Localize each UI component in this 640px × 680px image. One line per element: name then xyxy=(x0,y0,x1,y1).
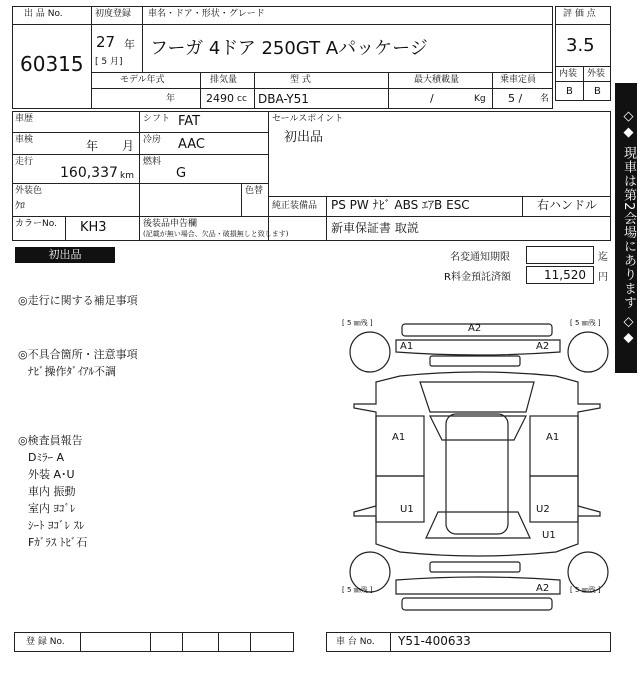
displacement-unit: cc xyxy=(237,94,247,104)
color-no: KH3 xyxy=(80,220,107,235)
genuine-equipment: PS PW ﾅﾋﾞ ABS ｴｱB ESC xyxy=(331,198,470,212)
wheel-front-left-icon xyxy=(350,332,390,372)
sales-point-label: セールスポイント xyxy=(272,114,344,124)
max-load-label: 最大積載量 xyxy=(414,75,460,85)
score-label: 評 価 点 xyxy=(563,9,596,19)
max-load: / xyxy=(430,92,434,105)
car-name-label: 車名・ドア・形状・グレード xyxy=(148,9,265,19)
chassis-label: 車 台 No. xyxy=(336,637,375,647)
venue-banner xyxy=(615,83,637,373)
ac-label: 冷房 xyxy=(143,135,162,145)
displacement-label: 排気量 xyxy=(210,75,238,85)
grille-icon xyxy=(430,356,520,366)
model-type: DBA-Y51 xyxy=(258,92,309,106)
damage-mark: A1 xyxy=(392,432,406,443)
mileage-label: 走行 xyxy=(15,157,34,167)
shift: FAT xyxy=(178,114,201,129)
mileage-unit: km xyxy=(120,171,134,181)
fuel: G xyxy=(176,166,187,181)
body-outline-icon xyxy=(354,372,600,556)
inspection-year: 年 xyxy=(86,139,99,153)
capacity: 5 / xyxy=(508,92,523,105)
recycle-value: 11,520 xyxy=(544,268,586,282)
history-label: 車歴 xyxy=(15,114,34,124)
first-listing-badge xyxy=(15,247,115,263)
model-year-unit: 年 xyxy=(166,94,176,104)
reg-no-label: 登 録 No. xyxy=(26,637,65,647)
displacement: 2490 xyxy=(206,92,234,105)
sales-point: 初出品 xyxy=(284,130,324,145)
inspector-item: Fｶﾞﾗｽ ﾄﾋﾞ石 xyxy=(28,536,88,549)
first-reg-label: 初度登録 xyxy=(95,9,132,19)
score: 3.5 xyxy=(566,35,595,56)
roof-icon xyxy=(446,414,508,534)
defects-title: ◎不具合箇所・注意事項 xyxy=(18,348,138,361)
exterior-grade: B xyxy=(594,86,601,97)
car-name: フーガ 4ドア 250GT Aパッケージ xyxy=(150,38,428,59)
car-damage-diagram xyxy=(338,316,612,620)
steering: 右ハンドル xyxy=(537,198,598,212)
ext-color: ｸﾛ xyxy=(15,201,25,212)
inspector-item: Dﾐﾗｰ A xyxy=(28,451,64,464)
right-rear-door-icon xyxy=(530,476,578,522)
left-rear-door-icon xyxy=(376,476,424,522)
tread-rear-right: [ 5 ㎜残 ] xyxy=(570,586,601,594)
rear-panel-icon xyxy=(430,562,520,572)
left-front-door-icon xyxy=(376,416,424,476)
first-reg-year: 27 xyxy=(96,33,116,51)
inspector-item: 外装 A･U xyxy=(28,468,75,481)
model-type-label: 型 式 xyxy=(290,75,311,85)
chassis-no: Y51-400633 xyxy=(398,634,471,648)
fuel-label: 燃料 xyxy=(143,157,162,167)
tread-front-right: [ 5 ㎜残 ] xyxy=(570,319,601,327)
lot-no: 60315 xyxy=(20,52,84,76)
tread-rear-left: [ 5 ㎜残 ] xyxy=(342,586,373,594)
recycle-unit: 円 xyxy=(598,272,608,283)
first-reg-year-unit: 年 xyxy=(124,38,135,51)
damage-mark: A2 xyxy=(468,323,482,334)
hood-icon xyxy=(420,382,534,412)
damage-mark: A1 xyxy=(546,432,560,443)
first-listing-badge-text: 初出品 xyxy=(48,248,82,261)
inspection-month: 月 xyxy=(122,139,135,153)
inspection-label: 車検 xyxy=(15,135,34,145)
shift-label: シフト xyxy=(143,114,171,124)
defect-item: ﾅﾋﾞ操作ﾀﾞｲｱﾙ不調 xyxy=(28,365,116,378)
recycle-label: R料金預託済額 xyxy=(444,272,511,283)
driving-notes-title: ◎走行に関する補足事項 xyxy=(18,294,138,307)
venue-banner-text: ◇◆ 現車は第2会場にあります ◇◆ xyxy=(621,109,636,347)
mileage: 160,337 xyxy=(60,165,118,181)
color-no-label: カラーNo. xyxy=(15,219,57,229)
rear-bumper-icon xyxy=(402,598,552,610)
inspector-title: ◎検査員報告 xyxy=(18,434,83,447)
windshield-icon xyxy=(430,416,526,440)
inspector-item: 車内 振動 xyxy=(28,485,76,498)
max-load-unit: Kg xyxy=(474,94,486,104)
capacity-label: 乗車定員 xyxy=(500,75,537,85)
wheel-front-right-icon xyxy=(568,332,608,372)
tread-front-left: [ 5 ㎜残 ] xyxy=(342,319,373,327)
interior-grade: B xyxy=(566,86,573,97)
damage-mark: U1 xyxy=(542,530,556,541)
interior-label: 内装 xyxy=(559,69,578,79)
lot-no-label: 出 品 No. xyxy=(24,9,63,19)
genuine-label: 純正装備品 xyxy=(272,201,318,211)
damage-mark: A1 xyxy=(400,341,414,352)
damage-mark: A2 xyxy=(536,583,550,594)
inspector-item: ｼｰﾄ ﾖｺﾞﾚ ｽﾚ xyxy=(28,519,85,532)
capacity-unit: 名 xyxy=(540,94,550,104)
ext-color-label: 外装色 xyxy=(15,186,43,196)
recolor-label: 色替 xyxy=(245,186,264,196)
name-change-field xyxy=(526,246,594,264)
ac: AAC xyxy=(178,137,205,152)
exterior-label: 外装 xyxy=(587,69,606,79)
aftermarket-note: (記載が無い場合、欠品・破損無しと致します) xyxy=(143,230,289,238)
right-front-door-icon xyxy=(530,416,578,476)
name-change-unit: 迄 xyxy=(598,252,608,263)
damage-mark: U2 xyxy=(536,504,550,515)
damage-mark: A2 xyxy=(536,341,550,352)
damage-mark: U1 xyxy=(400,504,414,515)
warranty: 新車保証書 取説 xyxy=(331,221,419,235)
inspector-item: 室内 ﾖｺﾞﾚ xyxy=(28,502,76,515)
first-reg-month: [ 5 月] xyxy=(95,57,123,67)
model-year-label: モデル年式 xyxy=(120,75,165,85)
aftermarket-label: 後装品申告欄 xyxy=(143,219,198,229)
name-change-label: 名変通知期限 xyxy=(450,252,510,263)
